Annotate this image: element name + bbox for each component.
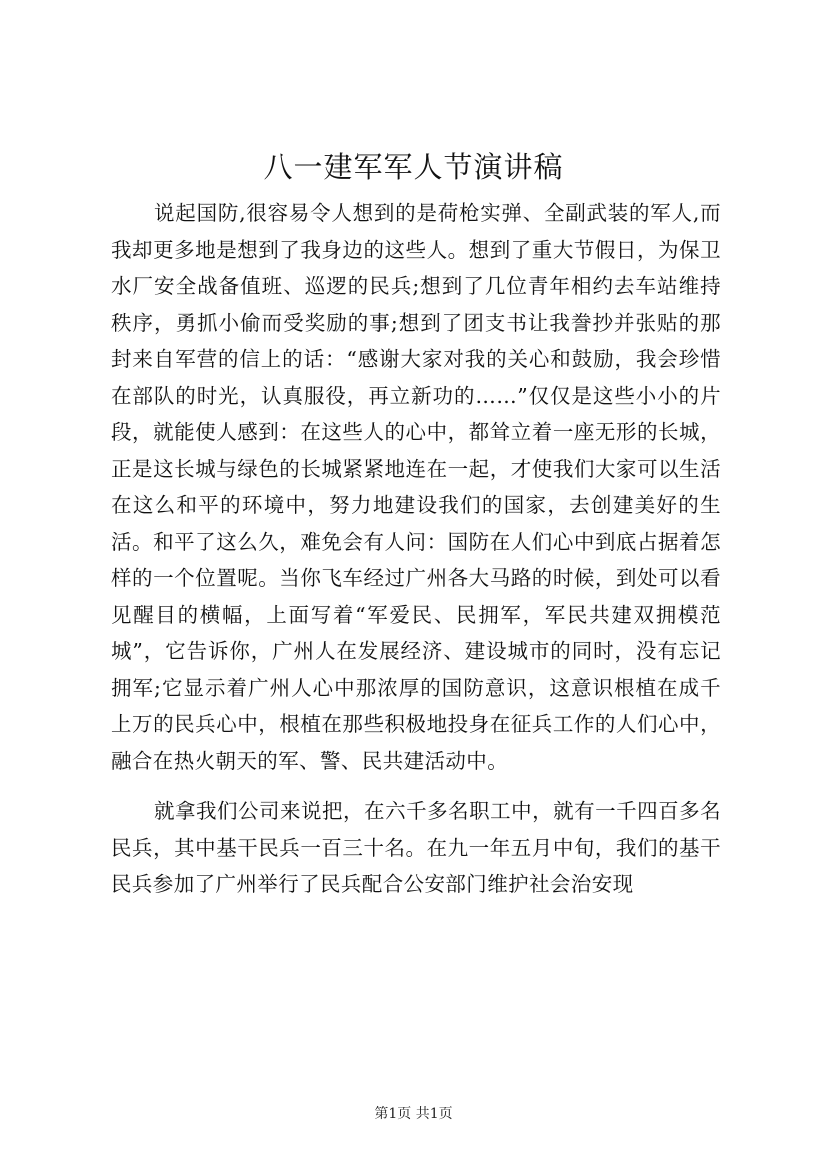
body-text xyxy=(111,195,721,903)
page-number-footer: 第1页 共1页 xyxy=(374,1106,453,1122)
page-title: 八一建军军人节演讲稿 xyxy=(263,150,564,184)
paragraph-2: 就拿我们公司来说把，在六千多名职工中，就有一千四百多名民兵，其中基干民兵一百三十名。在九一年五月中旬，我们的基干民兵参加了广州举行了民兵配合公安部门维护社会治安现 xyxy=(111,799,721,896)
paragraph-1: 说起国防,很容易令人想到的是荷枪实弹、全副武装的军人,而我却更多地是想到了我身边的这些人。想到了重大节假日，为保卫水厂安全战备值班、巡逻的民兵;想到了几位青年相约去车站维持秩序，勇抓小偷而受奖励的事;想到了团支书让我誊抄并张贴的那封来自军营的信上的话：“感谢大家对我的关心和鼓励，我会珍惜在部队的时光，认真服役，再立新功的……”仅仅是这些小小的片段，就能使人感到：在这些人的心中，都耸立着一座无形的长城，正是这长城与绿色的长城紧紧地连在一起，才使我们大家可以生活在这么和平的环境中，努力地建设我们的国家，去创建美好的生活。和平了这么久，难免会有人问：国防在人们心中到底占据着怎样的一个位置呢。当你飞车经过广州各大马路的时候，到处可以看见醒目的横幅，上面写着“军爱民、民拥军，军民共建双拥模范城”，它告诉你，广州人在发展经济、建设城市的同时，没有忘记拥军;它显示着广州人心中那浓厚的国防意识，这意识根植在成千上万的民兵心中，根植在那些积极地投身在征兵工作的人们心中，融合在热火朝天的军、警、民共建活动中。 xyxy=(111,201,721,773)
